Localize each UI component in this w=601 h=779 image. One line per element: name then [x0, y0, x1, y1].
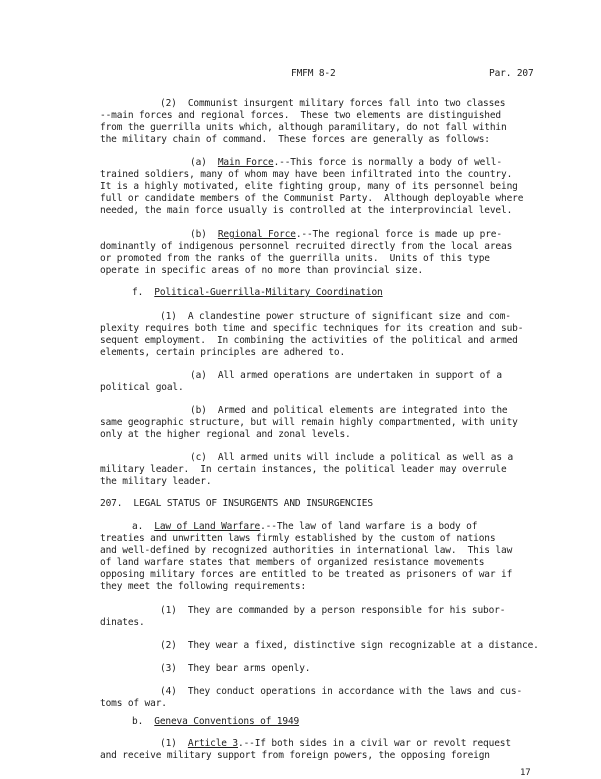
section-f-heading: Political-Guerrilla-Military Coordination — [154, 287, 383, 298]
item-label: f. — [132, 287, 155, 298]
body-line: treaties and unwritten laws firmly established by the custom of nations — [100, 533, 496, 544]
body-line: sequent employment. In combining the activities of the political and armed — [100, 335, 518, 346]
body-line: It is a highly motivated, elite fighting group, many of its personnel being — [100, 181, 518, 192]
item-label: (a) — [190, 157, 218, 168]
requirement-line: dinates. — [100, 617, 145, 628]
article-3-heading: Article 3 — [187, 738, 238, 749]
requirement-line: (1) They are commanded by a person responsible for his subor- — [160, 605, 506, 616]
body-line: (1) A clandestine power structure of significant size and com- — [160, 311, 511, 322]
item-label: b. — [132, 716, 155, 727]
law-of-land-warfare-heading: Law of Land Warfare — [154, 521, 261, 532]
body-line: operate in specific areas of no more than provincial size. — [100, 265, 424, 276]
body-line: dominantly of indigenous personnel recruited directly from the local areas — [100, 241, 513, 252]
regional-force-heading: Regional Force — [217, 229, 296, 240]
body-line: (b) Armed and political elements are integrated into the — [190, 405, 508, 416]
body-line: elements, certain principles are adhered to. — [100, 347, 346, 358]
page-number: 17 — [520, 768, 531, 778]
body-line: the military leader. — [100, 476, 212, 487]
section-207-heading: 207. LEGAL STATUS OF INSURGENTS AND INSURGENCIES — [100, 498, 373, 509]
geneva-conventions-heading: Geneva Conventions of 1949 — [154, 716, 300, 727]
regional-force-line — [190, 229, 502, 241]
body-line: (c) All armed units will include a political as well as a — [190, 452, 514, 463]
article-3-line — [160, 738, 511, 750]
item-label: (b) — [190, 229, 218, 240]
paragraph-number: Par. 207 — [489, 68, 534, 79]
body-text: .--If both sides in a civil war or revolt request — [238, 738, 511, 749]
section-f-heading-line — [132, 287, 383, 299]
body-line: military leader. In certain instances, the political leader may overrule — [100, 464, 507, 475]
body-line: full or candidate members of the Communist Party. Although deployable where — [100, 193, 524, 204]
geneva-conventions-line — [132, 716, 299, 728]
body-line: same geographic structure, but will remain highly compartmented, with unity — [100, 417, 518, 428]
body-line: needed, the main force usually is controlled at the interprovincial level. — [100, 205, 513, 216]
body-line: and receive military support from foreign powers, the opposing foreign — [100, 750, 490, 761]
body-line: from the guerrilla units which, although paramilitary, do not fall within — [100, 122, 507, 133]
body-line: opposing military forces are entitled to be treated as prisoners of war if — [100, 569, 513, 580]
body-line: plexity requires both time and specific techniques for its creation and sub- — [100, 323, 524, 334]
main-force-line — [190, 157, 502, 169]
requirement-line: (4) They conduct operations in accordance with the laws and cus- — [160, 686, 523, 697]
body-text: .--The regional force is made up pre- — [295, 229, 502, 240]
body-line: political goal. — [100, 382, 184, 393]
body-line: (2) Communist insurgent military forces fall into two classes — [160, 98, 506, 109]
body-line: of land warfare states that members of organized resistance movements — [100, 557, 485, 568]
requirement-line: (2) They wear a fixed, distinctive sign recognizable at a distance. — [160, 640, 539, 651]
body-line: or promoted from the ranks of the guerrilla units. Units of this type — [100, 253, 490, 264]
item-label: a. — [132, 521, 155, 532]
body-line: --main forces and regional forces. These two elements are distinguished — [100, 110, 502, 121]
body-line: they meet the following requirements: — [100, 581, 307, 592]
requirement-line: (3) They bear arms openly. — [160, 663, 311, 674]
body-line: trained soldiers, many of whom may have been infiltrated into the country. — [100, 169, 513, 180]
body-text: .--The law of land warfare is a body of — [260, 521, 478, 532]
body-text: .--This force is normally a body of well- — [273, 157, 502, 168]
body-line: and well-defined by recognized authorities in international law. This law — [100, 545, 513, 556]
item-label: (1) — [160, 738, 188, 749]
requirement-line: toms of war. — [100, 698, 167, 709]
law-of-land-warfare-line — [132, 521, 477, 533]
main-force-heading: Main Force — [217, 157, 274, 168]
body-line: only at the higher regional and zonal levels. — [100, 429, 351, 440]
body-line: (a) All armed operations are undertaken in support of a — [190, 370, 502, 381]
body-line: the military chain of command. These forces are generally as follows: — [100, 134, 490, 145]
manual-number: FMFM 8-2 — [291, 68, 336, 79]
